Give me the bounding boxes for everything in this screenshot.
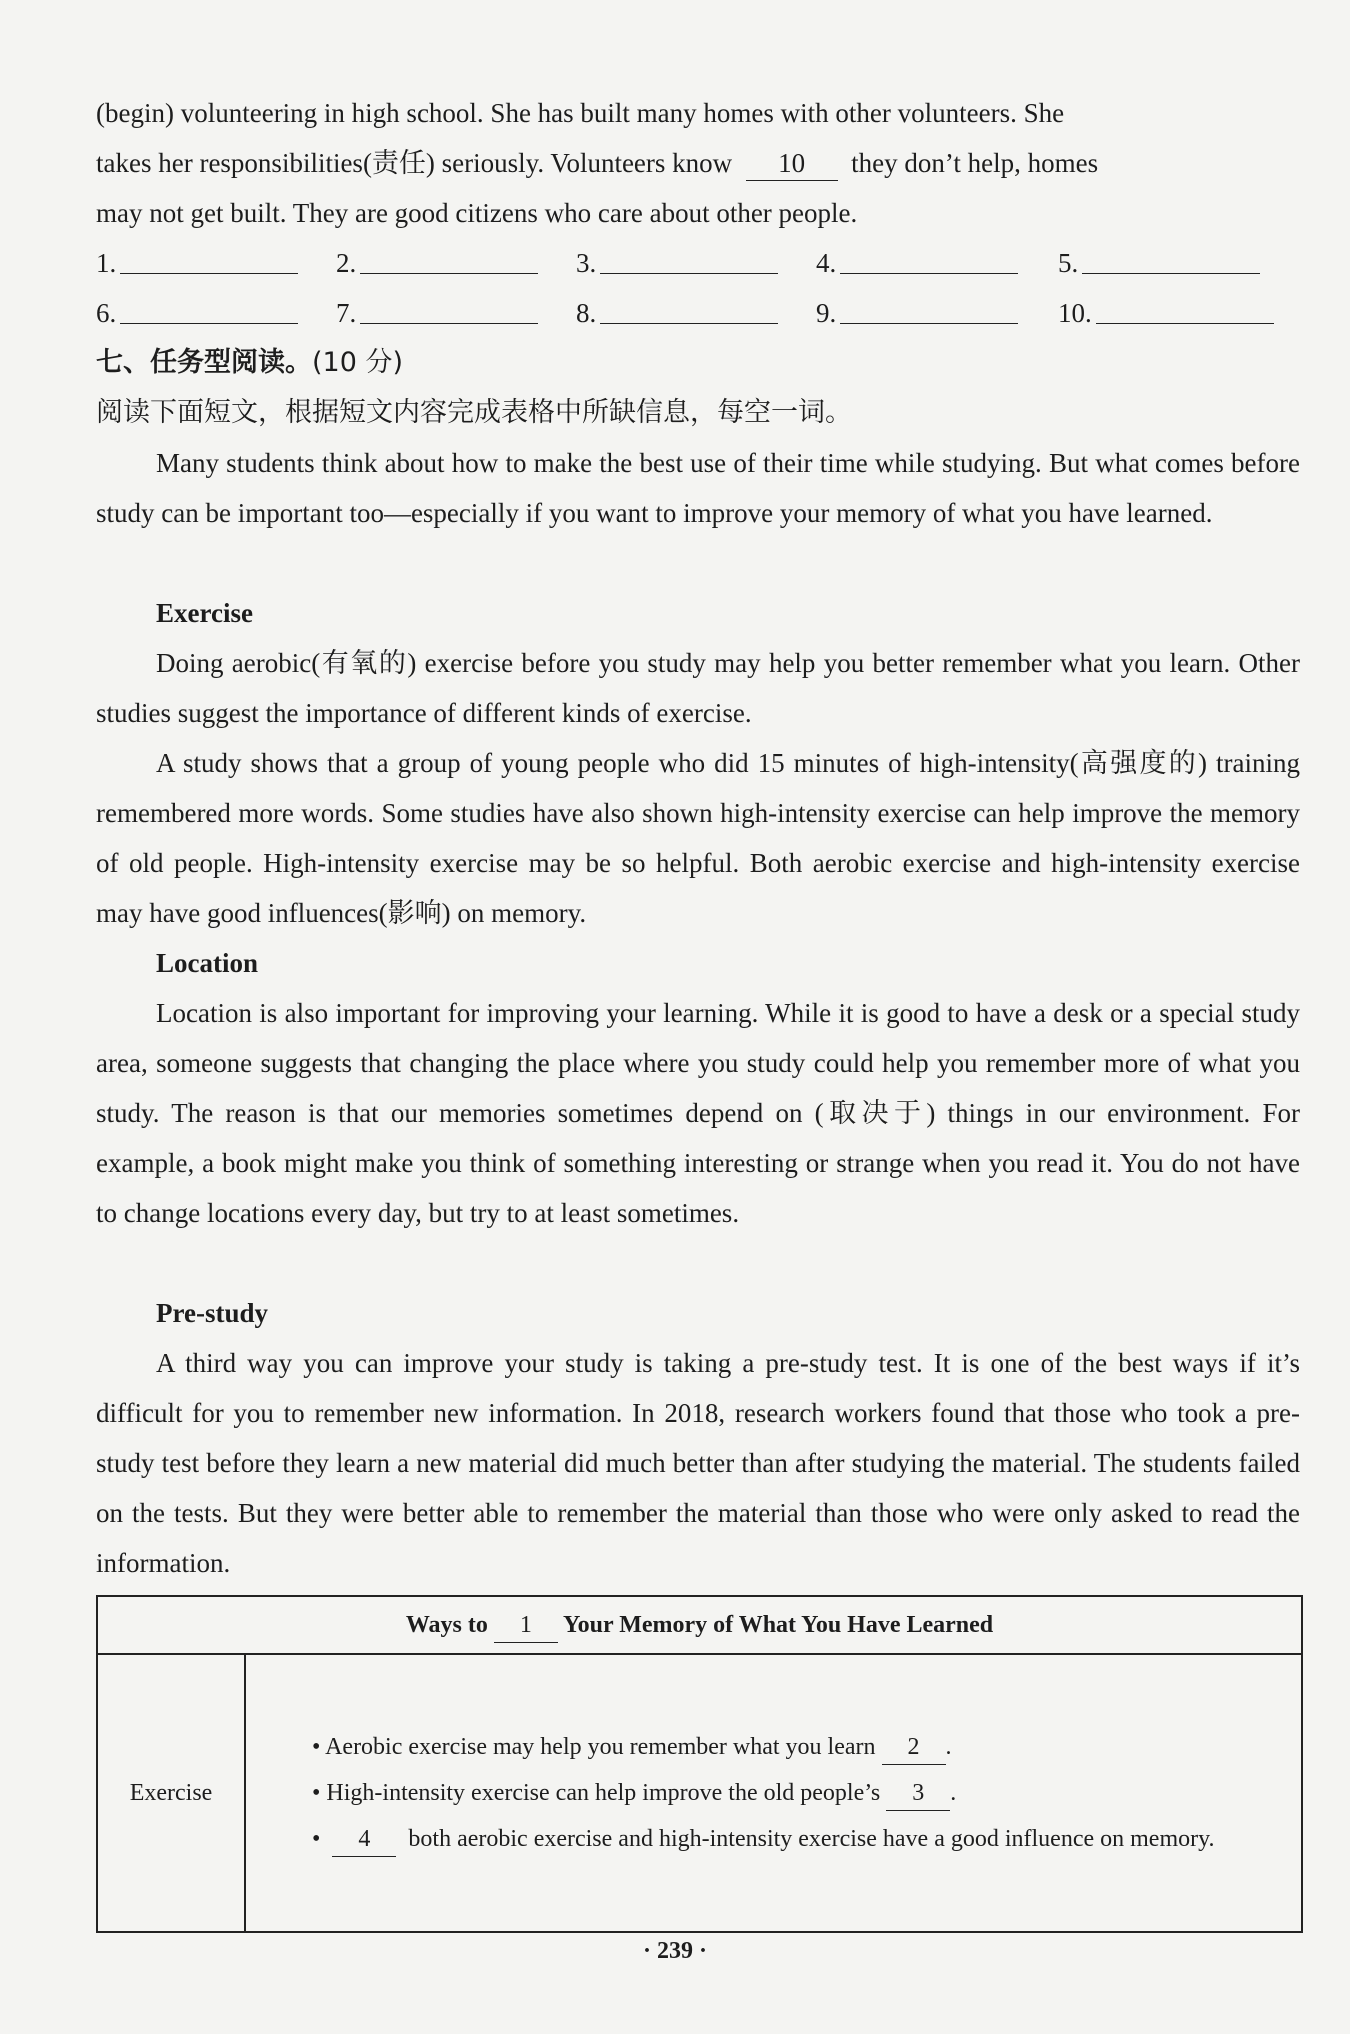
answer-slot[interactable]: [576, 288, 778, 338]
answer-line[interactable]: [1096, 293, 1274, 324]
passage-text: takes her responsibilities(责任) seriously. Volunteers know: [96, 148, 733, 178]
table-title-text: Your Memory of What You Have Learned: [562, 1611, 994, 1638]
exercise-paragraph-2: A study shows that a group of young people who did 15 minutes of high-intensity(高强度的) training remembered more words. Some studies have also shown high-intensity exercise can help improve the memory of old people. High-intensity exercise may be so helpful. Both aerobic exercise and high-intensity exercise may have good influences(影响) on memory.: [96, 748, 1300, 928]
answer-number: 5.: [1058, 248, 1079, 278]
passage-line: [96, 88, 1300, 138]
answer-number: 1.: [96, 248, 117, 278]
passage-text: they don’t help, homes: [851, 148, 1099, 178]
answer-number: 3.: [576, 248, 597, 278]
page-number: · 239 ·: [642, 1938, 707, 1964]
answer-number: 2.: [336, 248, 357, 278]
answer-number: 4.: [816, 248, 837, 278]
prestudy-paragraph: A third way you can improve your study is taking a pre-study test. It is one of the best ways if it’s difficult for you to remember new information. In 2018, research workers found that those who took a pre-study test before they learn a new material did much better than after studying the material. The students failed on the tests. But they were better able to remember the material than those who were only asked to read the information.: [96, 1348, 1300, 1578]
answer-number: 7.: [336, 298, 357, 328]
answer-row: [96, 238, 1300, 288]
answer-number: 10.: [1058, 298, 1092, 328]
answer-line[interactable]: [360, 243, 538, 274]
bullet-item: • High-intensity exercise can help improve the old people’s 3 .: [254, 1770, 1295, 1816]
passage-line: [96, 138, 1300, 188]
bullet-dot: •: [312, 1826, 321, 1852]
answer-slot[interactable]: [336, 238, 538, 288]
answer-slot[interactable]: [1058, 238, 1260, 288]
answer-line[interactable]: [840, 243, 1018, 274]
answer-line[interactable]: [600, 243, 778, 274]
section-score: (10 分): [312, 347, 404, 378]
exercise-paragraph-1: Doing aerobic(有氧的) exercise before you study may help you better remember what you learn. Other studies suggest the importance of different kinds of exercise.: [96, 648, 1300, 728]
heading-exercise: Exercise: [156, 598, 253, 628]
answer-line[interactable]: [120, 243, 298, 274]
answer-slot[interactable]: [816, 238, 1018, 288]
passage-text: (begin) volunteering in high school. She has built many homes with other volunteers. She: [96, 98, 1065, 128]
answer-row: [96, 288, 1300, 338]
answer-line[interactable]: [1082, 243, 1260, 274]
row-content: [245, 1654, 1302, 1932]
row-label-exercise: Exercise: [97, 1654, 245, 1932]
blank-3[interactable]: 3: [886, 1776, 950, 1811]
blank-2[interactable]: 2: [882, 1730, 946, 1765]
answer-line[interactable]: [600, 293, 778, 324]
answer-number: 9.: [816, 298, 837, 328]
summary-table: [96, 1595, 1303, 1933]
bullet-text: • High-intensity exercise can help improve the old people’s: [312, 1780, 881, 1806]
table-title: [97, 1596, 1302, 1654]
answer-slot[interactable]: [96, 288, 298, 338]
answer-line[interactable]: [840, 293, 1018, 324]
heading-prestudy: Pre-study: [156, 1298, 268, 1328]
intro-paragraph: Many students think about how to make the best use of their time while studying. But what comes before study can be important too—especially if you want to improve your memory of what you have learned.: [96, 448, 1300, 528]
answer-number: 6.: [96, 298, 117, 328]
bullet-text: • Aerobic exercise may help you remember what you learn: [312, 1734, 876, 1760]
passage-line: [96, 188, 1300, 238]
table-title-text: Ways to: [405, 1611, 488, 1638]
section-instruction: 阅读下面短文，根据短文内容完成表格中所缺信息，每空一词。: [96, 397, 852, 428]
answer-slot[interactable]: [336, 288, 538, 338]
bullet-item: [254, 1816, 1295, 1862]
section-title: [96, 338, 403, 388]
answer-slot[interactable]: [816, 288, 1018, 338]
blank-1[interactable]: 1: [494, 1608, 558, 1643]
section-heading: 七、任务型阅读。: [96, 347, 312, 378]
bullet-item: • Aerobic exercise may help you remember what you learn 2 .: [254, 1724, 1295, 1770]
passage-text: may not get built. They are good citizens who care about other people.: [96, 198, 858, 228]
answer-number: 8.: [576, 298, 597, 328]
bullet-text: both aerobic exercise and high-intensity exercise have a good influence on memory.: [408, 1826, 1215, 1852]
answer-slot[interactable]: [96, 238, 298, 288]
answer-line[interactable]: [120, 293, 298, 324]
heading-location: Location: [156, 948, 259, 978]
location-paragraph: Location is also important for improving your learning. While it is good to have a desk or a special study area, someone suggests that changing the place where you study could help you remember more of what you study. The reason is that our memories sometimes depend on (取决于) things in our environment. For example, a book might make you think of something interesting or strange when you read it. You do not have to change locations every day, but try to at least sometimes.: [96, 998, 1300, 1228]
answer-line[interactable]: [360, 293, 538, 324]
answer-slot[interactable]: [576, 238, 778, 288]
blank-4[interactable]: 4: [332, 1822, 396, 1857]
table-title-row: [97, 1596, 1302, 1654]
table-row: [97, 1654, 1302, 1932]
blank-10[interactable]: 10: [746, 146, 838, 181]
answer-slot[interactable]: [1058, 288, 1274, 338]
